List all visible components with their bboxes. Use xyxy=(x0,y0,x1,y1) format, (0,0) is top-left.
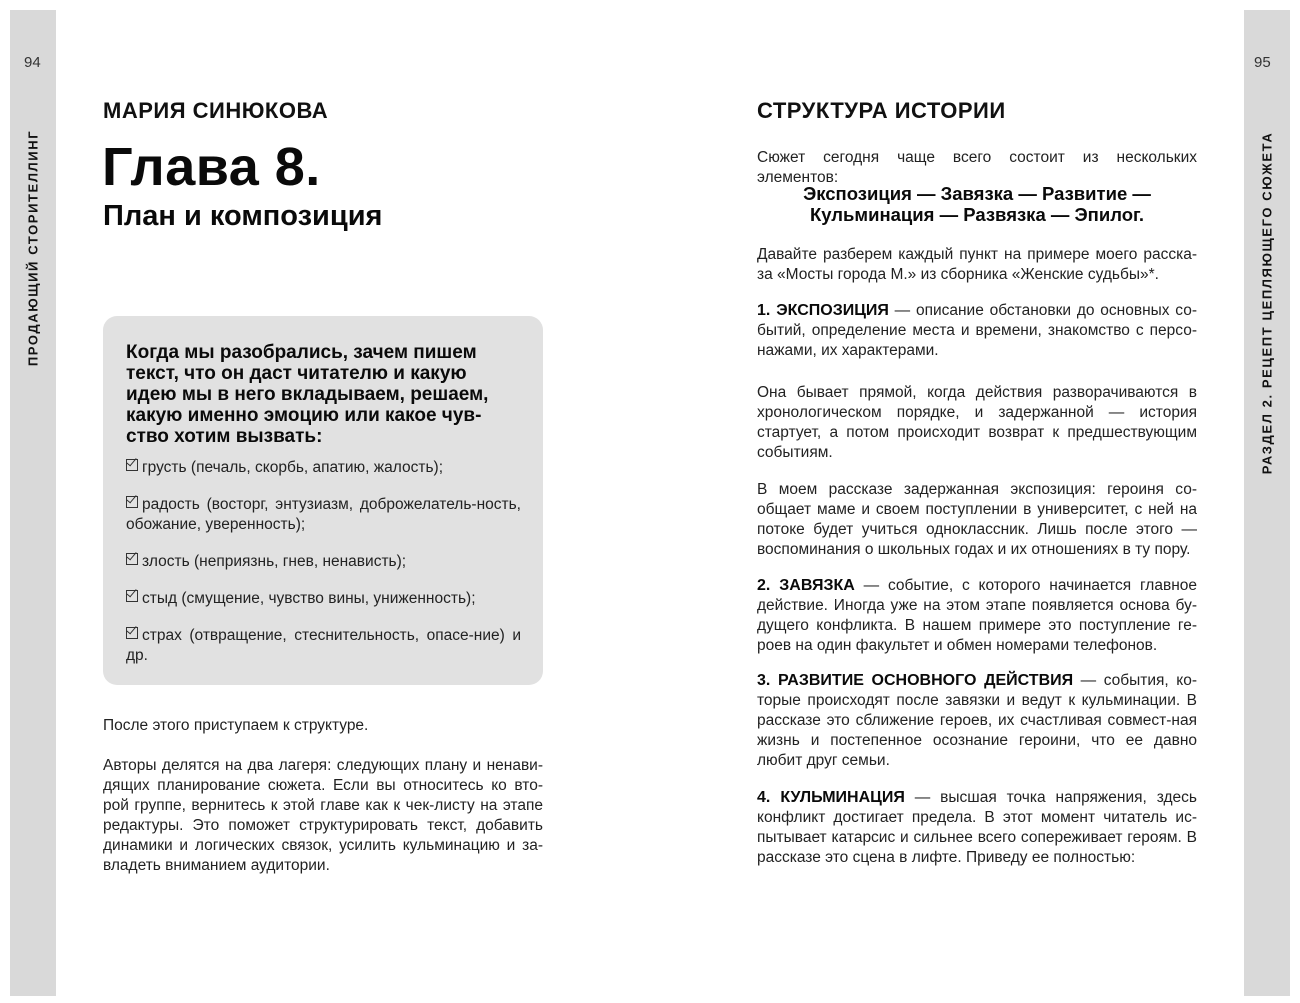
checklist-item: стыд (смущение, чувство вины, униженность); xyxy=(126,589,521,609)
checkbox-checked-icon xyxy=(126,459,138,471)
paragraph: Сюжет сегодня чаще всего состоит из нескольких элементов: xyxy=(757,149,1197,186)
term-setup: 2. ЗАВЯЗКА xyxy=(757,577,855,594)
callout-lead-line: какую именно эмоцию или какое чув- xyxy=(126,405,482,426)
checklist-item: злость (неприязнь, гнев, ненависть); xyxy=(126,552,521,572)
emotions-callout xyxy=(103,316,543,685)
definition-rising-action: 3. РАЗВИТИЕ ОСНОВНОГО ДЕЙСТВИЯ — события, ко-торые происходят после завязки и ведут к кульминации. В рассказе это сближение героев, их счастливая совмест-ная жизнь и постепенное осознание героини, что ее давно любит друг семьи. xyxy=(757,672,1197,769)
page-number-left: 94 xyxy=(24,54,41,71)
running-title-left: ПРОДАЮЩИЙ СТОРИТЕЛЛИНГ xyxy=(25,129,41,367)
chapter-subtitle: План и композиция xyxy=(103,200,383,232)
callout-lead-line: текст, что он даст читателю и какую xyxy=(126,363,467,384)
paragraph: Она бывает прямой, когда действия разворачиваются в хронологическом порядке, и задержанной — история стартует, а потом происходит возврат к предшествующим событиям. xyxy=(757,384,1197,461)
paragraph: В моем рассказе задержанная экспозиция: героиня со-общает маме и своем поступлении в университет, с ней на потоке будет учиться одноклассник. Лишь после этого — воспоминания о школьных годах и их отношениях в ту пору. xyxy=(757,481,1197,558)
plot-scheme-line: Кульминация — Развязка — Эпилог. xyxy=(809,204,1145,225)
definition-climax: 4. КУЛЬМИНАЦИЯ — высшая точка напряжения, здесь конфликт достигает предела. В этот момент читатель ис-пытывает катарсис и сильнее всего сопереживает героям. В рассказе это сцена в лифте. Приведу ее полностью: xyxy=(757,789,1197,866)
paragraph: После этого приступаем к структуре. xyxy=(103,717,369,734)
callout-lead xyxy=(126,342,521,447)
definition-setup: 2. ЗАВЯЗКА — событие, с которого начинается главное действие. Иногда уже на этом этапе появляется основа бу-дущего конфликта. В нашем примере это поступление ге-роев на один факультет и обмен номерами телефонов. xyxy=(757,577,1197,654)
plot-scheme-line: Экспозиция — Завязка — Развитие — xyxy=(803,183,1151,204)
chapter-title: Глава 8. xyxy=(102,137,321,197)
paragraph: Авторы делятся на два лагеря: следующих плану и ненави-дящих планирование сюжета. Если вы относитесь ко вто-рой группе, вернитесь к этой главе как к чек-листу на этапе редактуры. Это поможет структурировать текст, добавить динамики и логических связок, усилить кульминацию и за-владеть вниманием аудитории. xyxy=(103,757,543,874)
term-climax: 4. КУЛЬМИНАЦИЯ xyxy=(757,789,905,806)
checkbox-checked-icon xyxy=(126,496,138,508)
term-rising-action: 3. РАЗВИТИЕ ОСНОВНОГО ДЕЙСТВИЯ xyxy=(757,672,1074,689)
section-heading: СТРУКТУРА ИСТОРИИ xyxy=(757,98,1006,123)
callout-lead-line: Когда мы разобрались, зачем пишем xyxy=(126,342,477,363)
paragraph: Давайте разберем каждый пункт на примере моего расска-за «Мосты города М.» из сборника «Женские судьбы»*. xyxy=(757,246,1197,283)
running-title-right: РАЗДЕЛ 2. РЕЦЕПТ ЦЕПЛЯЮЩЕГО СЮЖЕТА xyxy=(1259,131,1275,475)
checkbox-checked-icon xyxy=(126,553,138,565)
author-name: МАРИЯ СИНЮКОВА xyxy=(103,98,329,123)
checklist-item: грусть (печаль, скорбь, апатию, жалость); xyxy=(126,458,521,478)
checkbox-checked-icon xyxy=(126,590,138,602)
term-exposition: 1. ЭКСПОЗИЦИЯ xyxy=(757,302,889,319)
definition-exposition: 1. ЭКСПОЗИЦИЯ — описание обстановки до основных со-бытий, определение места и времени, знакомство с персо-нажами, их характерами. xyxy=(757,302,1197,359)
checkbox-checked-icon xyxy=(126,627,138,639)
checklist-item: радость (восторг, энтузиазм, доброжелатель-ность, обожание, уверенность); xyxy=(126,496,521,533)
callout-lead-line: идею мы в него вкладываем, решаем, xyxy=(126,384,489,405)
page-number-right: 95 xyxy=(1254,54,1271,71)
callout-lead-line: ство хотим вызвать: xyxy=(126,426,323,447)
checklist-item: страх (отвращение, стеснительность, опасе-ние) и др. xyxy=(126,627,521,664)
plot-scheme xyxy=(757,183,1197,225)
